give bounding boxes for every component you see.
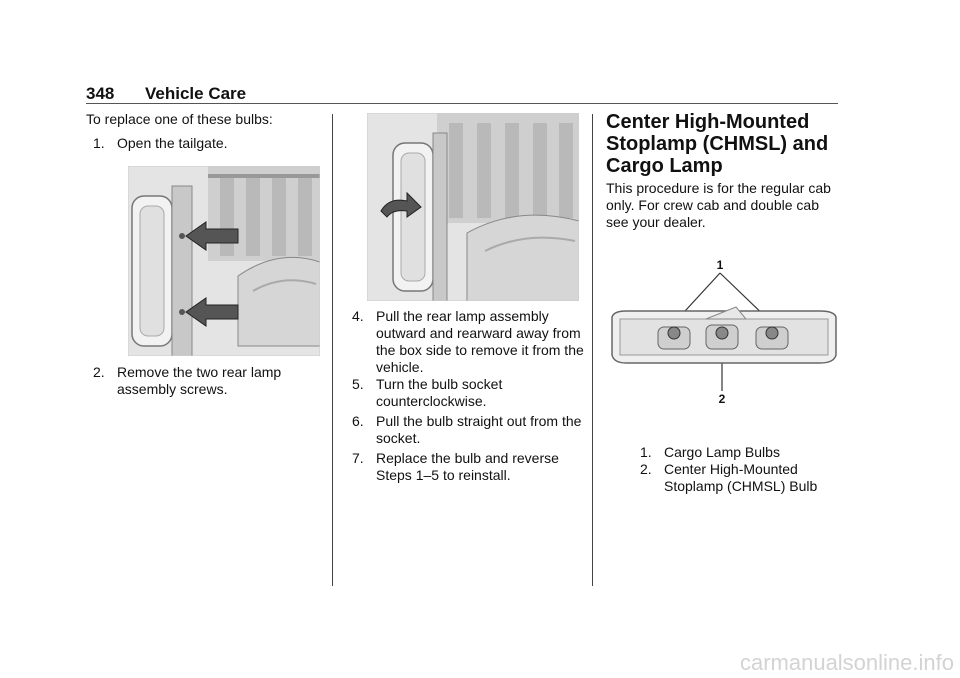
legend-text: Center High-Mounted Stoplamp (CHMSL) Bulb xyxy=(664,461,818,494)
screw-icon xyxy=(179,233,185,239)
legend-text: Cargo Lamp Bulbs xyxy=(664,444,780,460)
bulb-icon xyxy=(756,327,788,349)
legend-number: 2. xyxy=(640,461,652,477)
bulb-icon xyxy=(658,327,690,349)
step-2 xyxy=(93,364,303,398)
bulb-icon xyxy=(706,325,738,349)
watermark: carmanualsonline.info xyxy=(739,650,954,675)
column-divider xyxy=(592,114,593,586)
step-number: 7. xyxy=(352,450,364,466)
screw-icon xyxy=(179,309,185,315)
step-text: Replace the bulb and reverse Steps 1–5 to reinstall. xyxy=(376,450,559,483)
step-text: Open the tailgate. xyxy=(117,135,228,151)
step-6 xyxy=(352,413,584,447)
column-divider xyxy=(332,114,333,586)
step-number: 5. xyxy=(352,376,364,392)
chmsl-intro-text: This procedure is for the regular cab only. For crew cab and double cab see your dealer. xyxy=(606,180,831,230)
step-4 xyxy=(352,308,584,376)
step-text: Pull the rear lamp assembly outward and rearward away from the box side to remove it from the vehicle. xyxy=(376,308,584,375)
step-text: Turn the bulb socket counterclockwise. xyxy=(376,376,503,409)
step-text: Remove the two rear lamp assembly screws. xyxy=(117,364,282,397)
section-heading: Center High-Mounted Stoplamp (CHMSL) and Cargo Lamp xyxy=(606,111,829,177)
chmsl-lamp-illustration xyxy=(606,255,840,405)
tailgate-screws-illustration xyxy=(128,166,320,356)
page-number: 348 xyxy=(86,84,115,103)
step-number: 1. xyxy=(93,135,105,151)
step-5 xyxy=(352,376,584,410)
callout-1-label: 1 xyxy=(716,258,724,272)
intro-text: To replace one of these bulbs: xyxy=(86,111,273,127)
lamp-removal-illustration xyxy=(367,113,579,301)
legend-number: 1. xyxy=(640,444,652,460)
step-1 xyxy=(93,135,323,152)
legend-item xyxy=(640,444,840,461)
section-title: Vehicle Care xyxy=(145,84,247,103)
legend-item xyxy=(640,461,840,495)
step-number: 6. xyxy=(352,413,364,429)
step-number: 2. xyxy=(93,364,105,380)
header-rule xyxy=(86,103,838,104)
step-number: 4. xyxy=(352,308,364,324)
callout-2-label: 2 xyxy=(718,392,726,405)
step-text: Pull the bulb straight out from the socket. xyxy=(376,413,582,446)
step-7 xyxy=(352,450,584,484)
